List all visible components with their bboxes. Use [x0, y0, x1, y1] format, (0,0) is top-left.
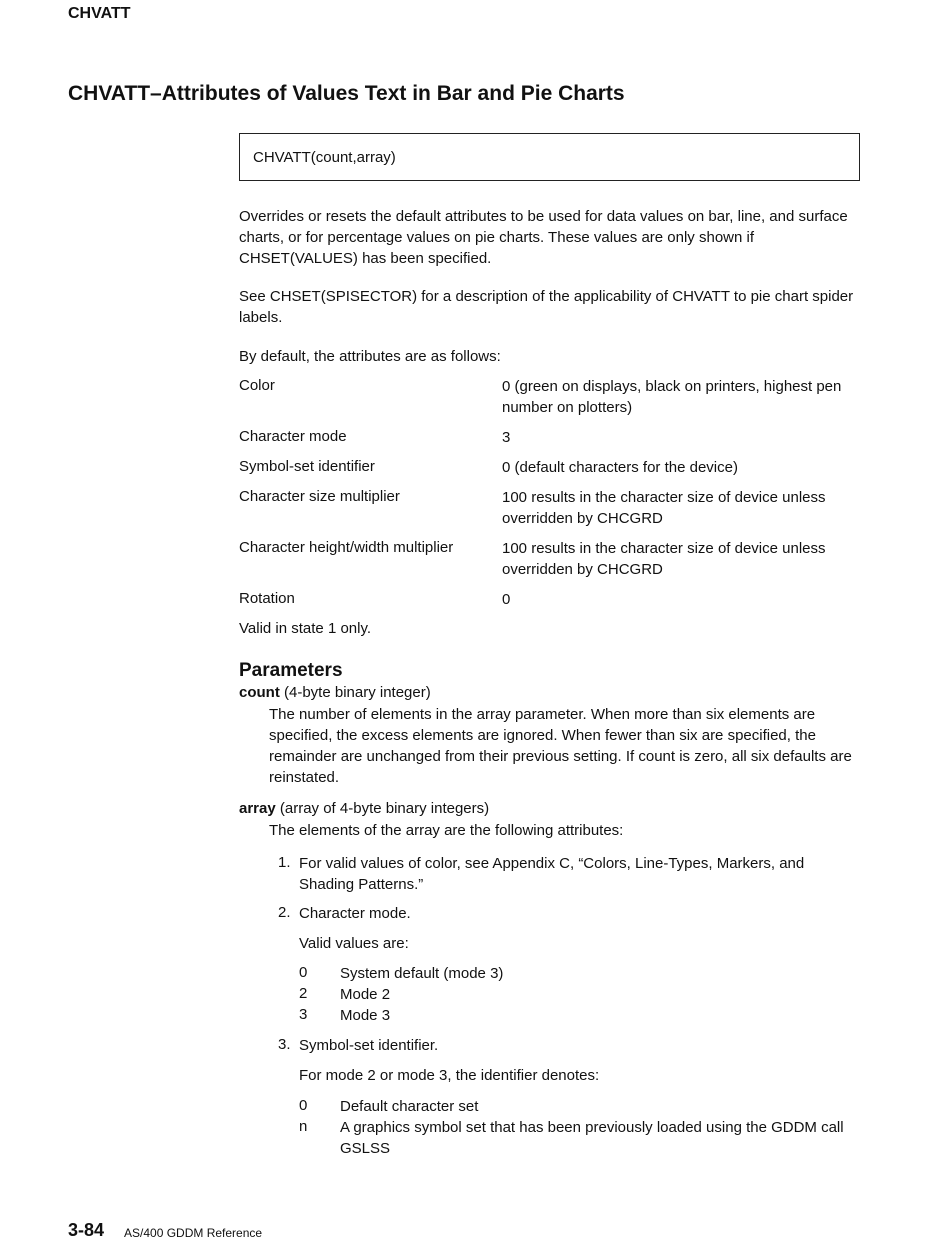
syntax-text: CHVATT(count,array): [253, 149, 396, 166]
mode-desc-3: Mode 3: [340, 1007, 391, 1024]
list-text-2: Character mode.: [299, 905, 411, 922]
mode-desc-2: Mode 2: [340, 986, 391, 1003]
param-array-type: (array of 4-byte binary integers): [279, 800, 490, 817]
default-label-symbol-set: Symbol-set identifier: [239, 458, 375, 475]
symbol-code-0: 0: [299, 1097, 308, 1114]
default-label-character-mode: Character mode: [239, 428, 347, 445]
footer-page-number: 3-84: [68, 1220, 105, 1240]
running-header: CHVATT: [68, 5, 131, 22]
description-para-2: See CHSET(SPISECTOR) for a description of the applicability of CHVATT to pie chart spider labels.: [239, 288, 854, 326]
mode-code-0: 0: [299, 964, 308, 981]
param-count-term: [239, 684, 431, 701]
mode-code-2: 2: [299, 985, 308, 1002]
mode-desc-0: System default (mode 3): [340, 965, 504, 982]
default-label-hw-multiplier: Character height/width multiplier: [239, 539, 454, 556]
default-value-size-multiplier: 100 results in the character size of device unless overridden by CHCGRD: [502, 489, 826, 527]
param-array-name: array: [239, 800, 276, 817]
list-number-3: 3.: [278, 1036, 291, 1053]
description-para-1: Overrides or resets the default attributes to be used for data values on bar, line, and surface charts, or for percentage values on pie charts. These values are only shown if CHSET(VALUES) has been specified.: [239, 208, 848, 267]
list-sub-2: Valid values are:: [299, 935, 409, 952]
list-text-3: Symbol-set identifier.: [299, 1037, 439, 1054]
footer-book-title: AS/400 GDDM Reference: [124, 1226, 263, 1240]
list-number-1: 1.: [278, 854, 291, 871]
default-value-character-mode: 3: [502, 429, 511, 446]
list-sub-3: For mode 2 or mode 3, the identifier denotes:: [299, 1067, 600, 1084]
param-array-term: [239, 800, 489, 817]
symbol-desc-n: A graphics symbol set that has been previously loaded using the GDDM call GSLSS: [340, 1119, 844, 1157]
symbol-code-n: n: [299, 1118, 308, 1135]
list-number-2: 2.: [278, 904, 291, 921]
symbol-desc-0: Default character set: [340, 1098, 479, 1115]
syntax-box: [239, 133, 860, 181]
default-label-rotation: Rotation: [239, 590, 295, 607]
default-value-hw-multiplier: 100 results in the character size of device unless overridden by CHCGRD: [502, 540, 826, 578]
mode-code-3: 3: [299, 1006, 308, 1023]
list-text-1: For valid values of color, see Appendix C, “Colors, Line-Types, Markers, and Shading Patterns.”: [299, 855, 805, 893]
default-value-symbol-set: 0 (default characters for the device): [502, 459, 738, 476]
valid-state-note: Valid in state 1 only.: [239, 620, 372, 637]
param-count-desc: The number of elements in the array parameter. When more than six elements are specified, the excess elements are ignored. When fewer than six are specified, the remainder are unchanged from their previous setting. If count is zero, all six defaults are reinstated.: [269, 706, 852, 786]
param-array-desc: The elements of the array are the following attributes:: [269, 822, 624, 839]
param-count-type: (4-byte binary integer): [284, 684, 431, 701]
param-count-name: count: [239, 684, 280, 701]
default-label-size-multiplier: Character size multiplier: [239, 488, 400, 505]
default-label-color: Color: [239, 377, 275, 394]
default-value-color: 0 (green on displays, black on printers, highest pen number on plotters): [502, 378, 842, 416]
description-para-3: By default, the attributes are as follows:: [239, 348, 501, 365]
default-value-rotation: 0: [502, 591, 511, 608]
page-title: CHVATT–Attributes of Values Text in Bar and Pie Charts: [68, 82, 625, 105]
parameters-heading: Parameters: [239, 660, 343, 681]
